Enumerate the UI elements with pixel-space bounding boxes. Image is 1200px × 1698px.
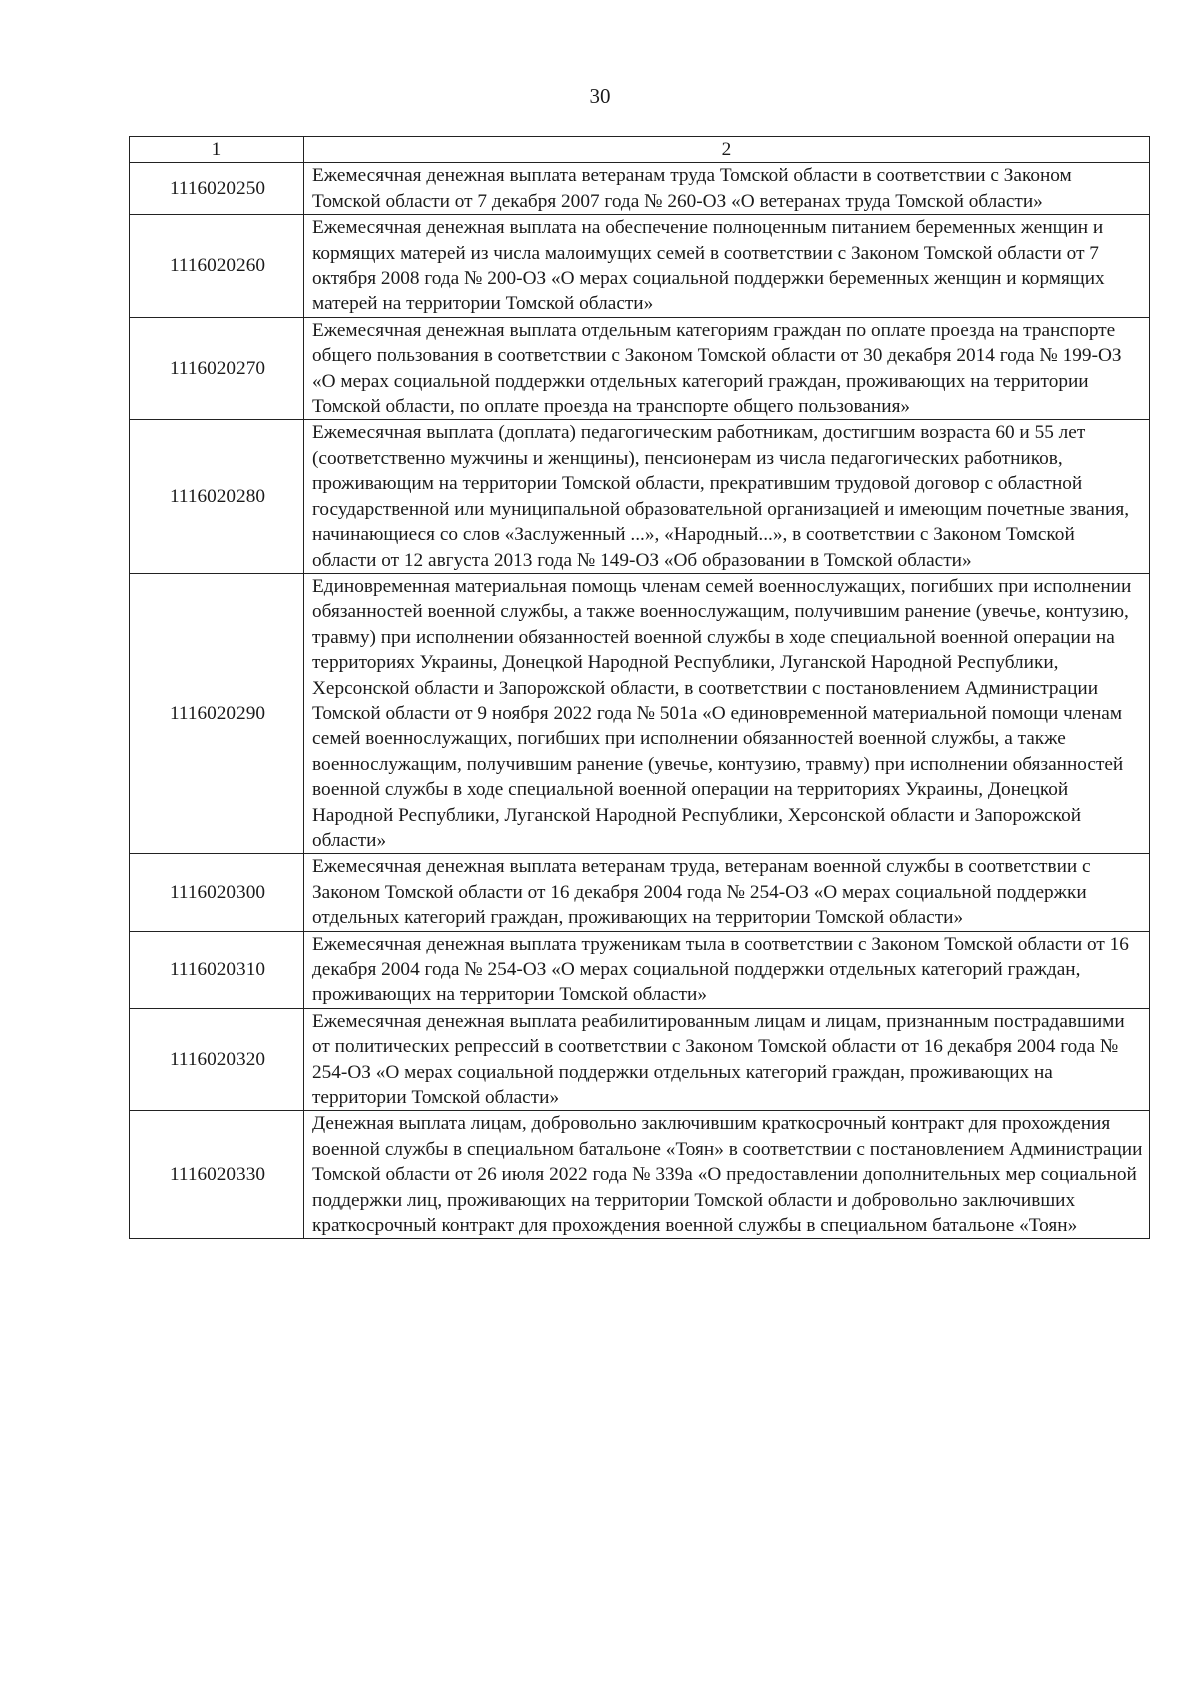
table-row — [130, 215, 1150, 318]
header-column-1: 1 — [130, 137, 304, 163]
budget-classification-table — [129, 136, 1150, 1239]
row-code: 1116020300 — [130, 854, 304, 931]
page-number: 30 — [589, 84, 611, 108]
header-column-2: 2 — [304, 137, 1150, 163]
row-code: 1116020290 — [130, 573, 304, 853]
row-description: Ежемесячная денежная выплата ветеранам труда Томской области в соответствии с Законом Томской области от 7 декабря 2007 года № 260-ОЗ «О ветеранах труда Томской области» — [304, 163, 1150, 215]
row-code: 1116020280 — [130, 420, 304, 573]
row-description: Ежемесячная денежная выплата ветеранам труда, ветеранам военной службы в соответствии с Законом Томской области от 16 декабря 2004 года № 254-ОЗ «О мерах социальной поддержки отдельных категорий граждан, проживающих на территории Томской области» — [304, 854, 1150, 931]
table-row — [130, 854, 1150, 931]
row-description: Ежемесячная денежная выплата реабилитированным лицам и лицам, признанным пострадавшими от политических репрессий в соответствии с Законом Томской области от 16 декабря 2004 года № 254-ОЗ «О мерах социальной поддержки отдельных категорий граждан, проживающих на территории Томской области» — [304, 1008, 1150, 1111]
table-row — [130, 420, 1150, 573]
table-row — [130, 931, 1150, 1008]
row-description: Ежемесячная выплата (доплата) педагогическим работникам, достигшим возраста 60 и 55 лет (соответственно мужчины и женщины), пенсионерам из числа педагогических работников, проживающим на территории Томской области, прекратившим трудовой договор с областной государственной или муниципальной образовательной организацией и имеющим почетные звания, начинающиеся со слов «Заслуженный ...», «Народный...», в соответствии с Законом Томской области от 12 августа 2013 года № 149-ОЗ «Об образовании в Томской области» — [304, 420, 1150, 573]
row-code: 1116020260 — [130, 215, 304, 318]
row-description: Единовременная материальная помощь членам семей военнослужащих, погибших при исполнении обязанностей военной службы, а также военнослужащим, получившим ранение (увечье, контузию, травму) при исполнении обязанностей военной службы в ходе специальной военной операции на территориях Украины, Донецкой Народной Республики, Луганской Народной Республики, Херсонской области и Запорожской области, в соответствии с постановлением Администрации Томской области от 9 ноября 2022 года № 501а «О единовременной материальной помощи членам семей военнослужащих, погибших при исполнении обязанностей военной службы, а также военнослужащим, получившим ранение (увечье, контузию, травму) при исполнении обязанностей военной службы в ходе специальной военной операции на территориях Украины, Донецкой Народной Республики, Луганской Народной Республики, Херсонской области и Запорожской области» — [304, 573, 1150, 853]
row-description: Ежемесячная денежная выплата на обеспечение полноценным питанием беременных женщин и кормящих матерей из числа малоимущих семей в соответствии с Законом Томской области от 7 октября 2008 года № 200-ОЗ «О мерах социальной поддержки беременных женщин и кормящих матерей на территории Томской области» — [304, 215, 1150, 318]
table-row — [130, 1008, 1150, 1111]
row-description: Ежемесячная денежная выплата труженикам тыла в соответствии с Законом Томской области от 16 декабря 2004 года № 254-ОЗ «О мерах социальной поддержки отдельных категорий граждан, проживающих на территории Томской области» — [304, 931, 1150, 1008]
row-code: 1116020320 — [130, 1008, 304, 1111]
table-row — [130, 317, 1150, 420]
table-row — [130, 573, 1150, 853]
table-row — [130, 1111, 1150, 1239]
table-header-row — [130, 137, 1150, 163]
row-code: 1116020270 — [130, 317, 304, 420]
row-code: 1116020330 — [130, 1111, 304, 1239]
table-row — [130, 163, 1150, 215]
row-description: Денежная выплата лицам, добровольно заключившим краткосрочный контракт для прохождения военной службы в специальном батальоне «Тоян» в соответствии с постановлением Администрации Томской области от 26 июля 2022 года № 339а «О предоставлении дополнительных мер социальной поддержки лиц, проживающих на территории Томской области и добровольно заключивших краткосрочный контракт для прохождения военной службы в специальном батальоне «Тоян» — [304, 1111, 1150, 1239]
row-description: Ежемесячная денежная выплата отдельным категориям граждан по оплате проезда на транспорте общего пользования в соответствии с Законом Томской области от 30 декабря 2014 года № 199-ОЗ «О мерах социальной поддержки отдельных категорий граждан, проживающих на территории Томской области, по оплате проезда на транспорте общего пользования» — [304, 317, 1150, 420]
row-code: 1116020250 — [130, 163, 304, 215]
row-code: 1116020310 — [130, 931, 304, 1008]
